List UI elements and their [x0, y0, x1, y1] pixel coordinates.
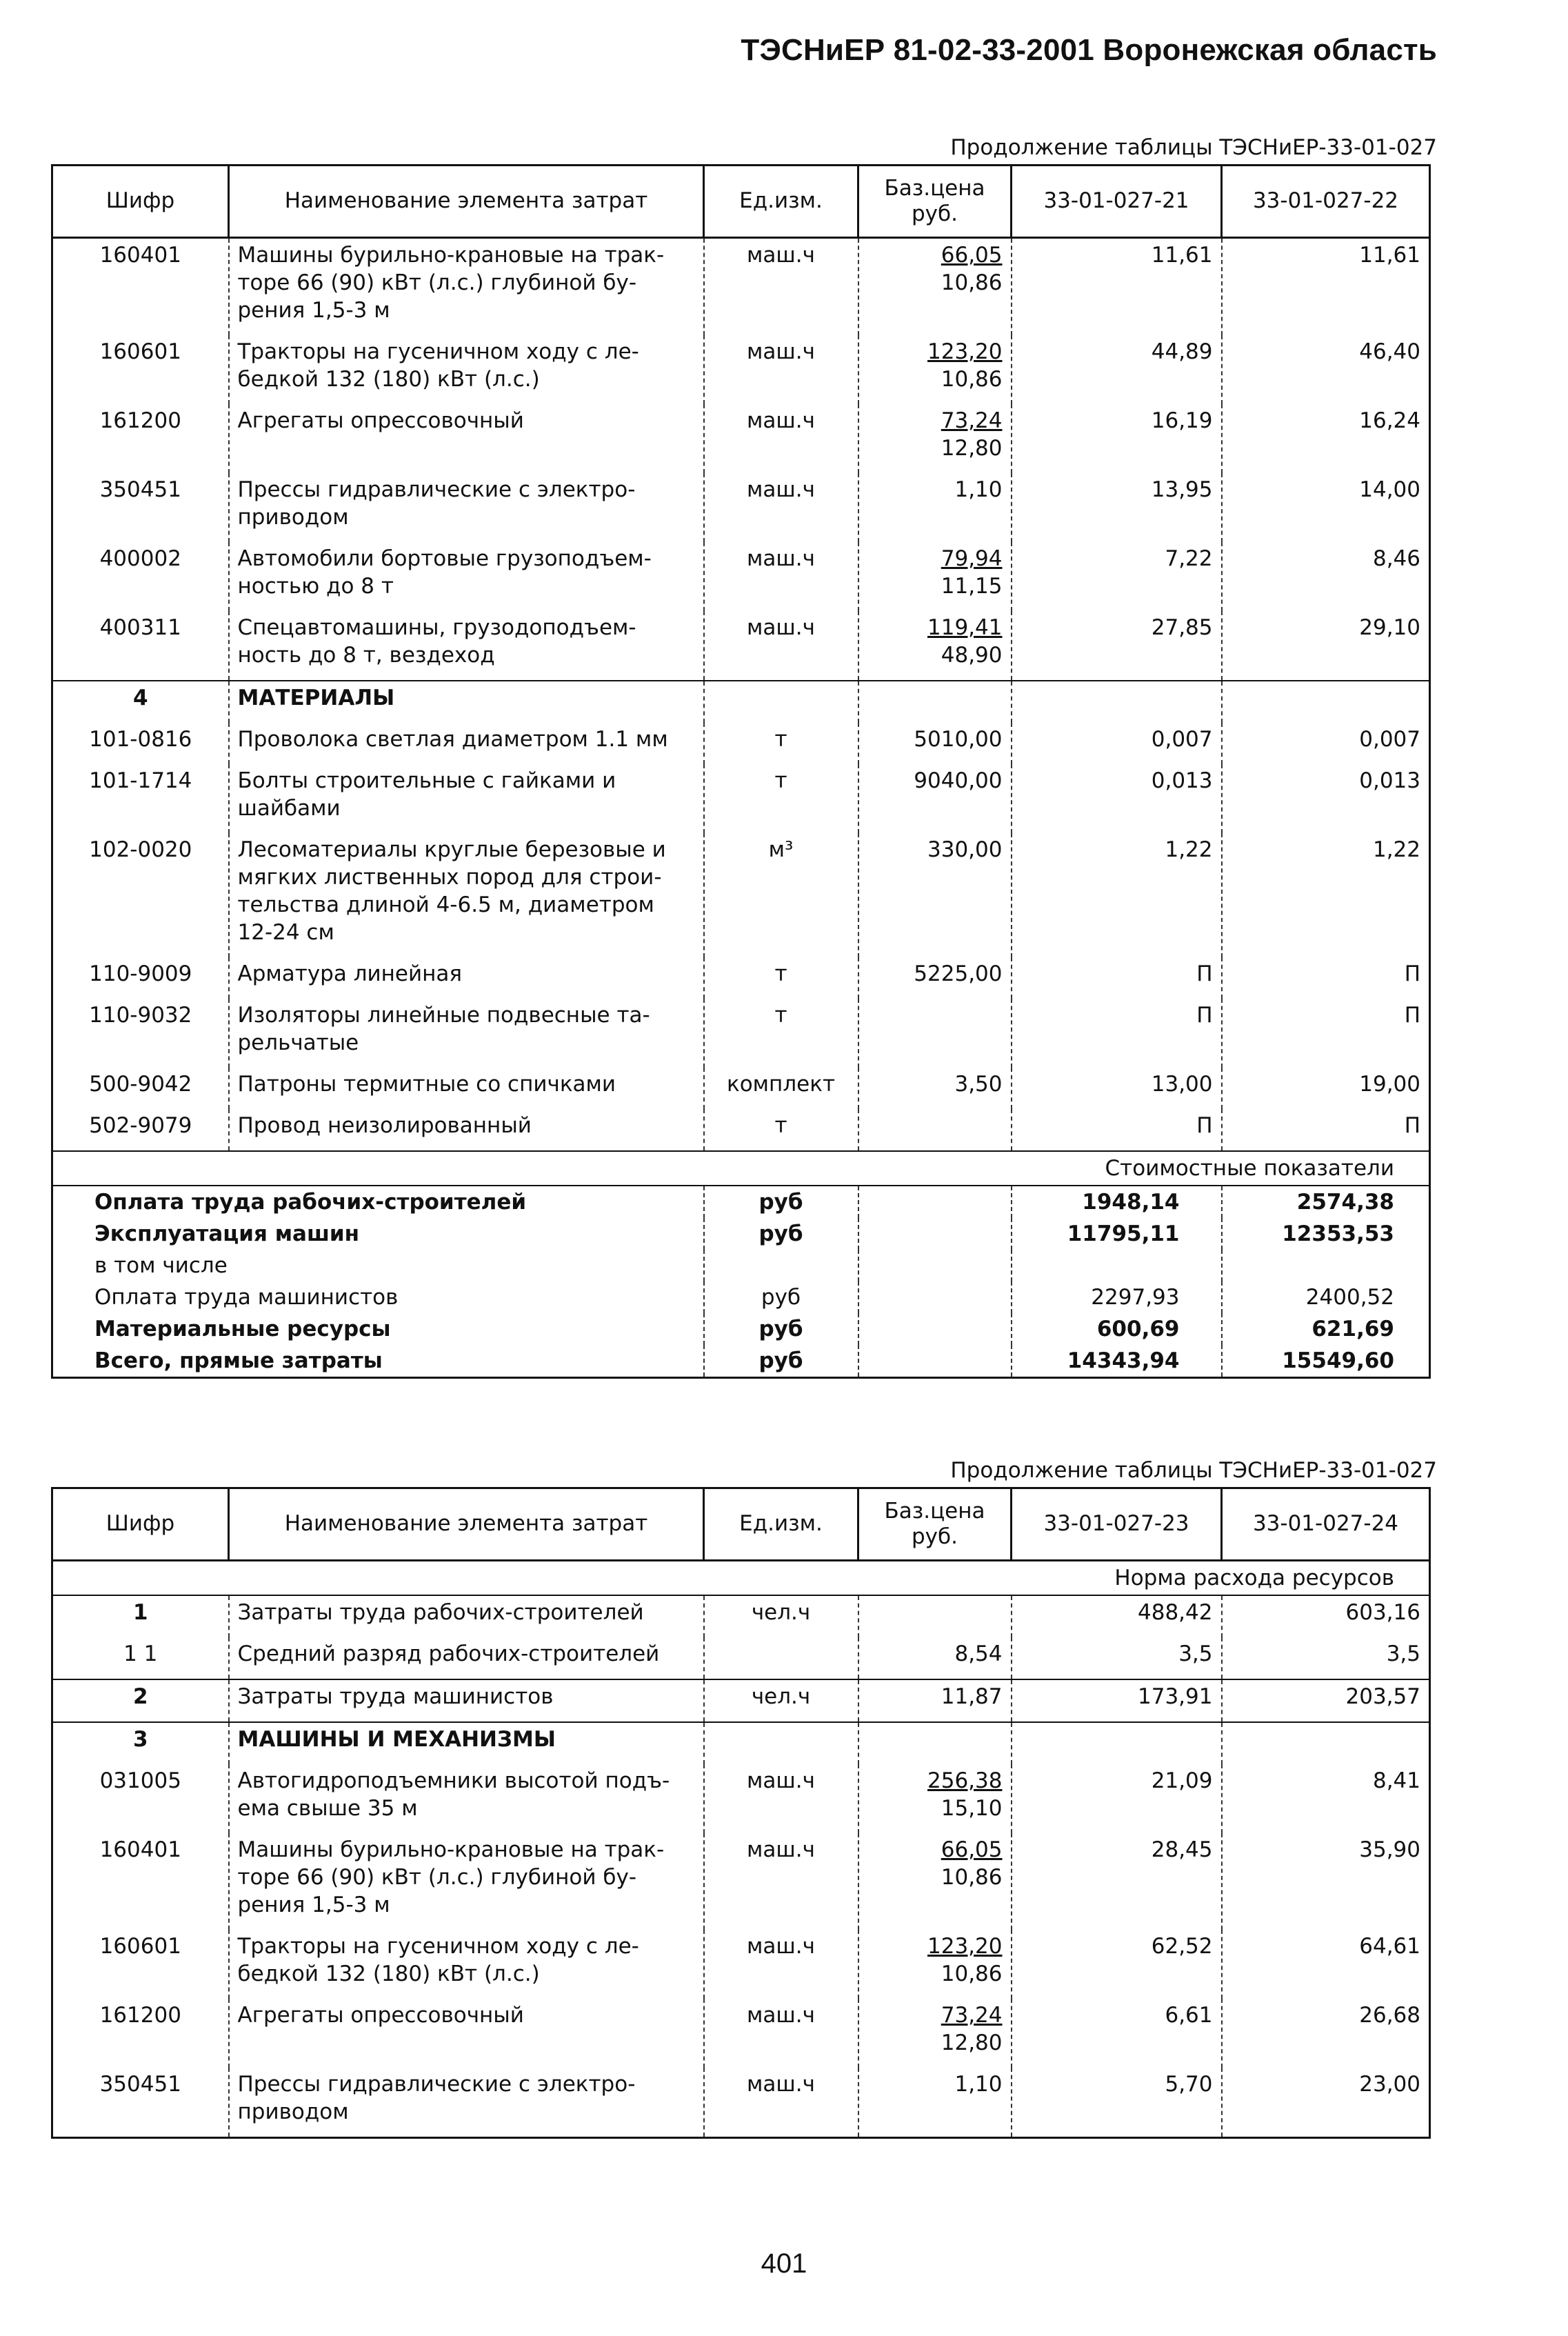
- value-cell-2: 19,00: [1222, 1068, 1430, 1109]
- table-row: [52, 611, 1430, 681]
- resource-code: 031005: [52, 1764, 229, 1833]
- price-cell: [858, 833, 1012, 957]
- table-row: [52, 473, 1430, 542]
- total-label: Оплата труда рабочих-строителей: [52, 1186, 704, 1218]
- table-row: [52, 2068, 1430, 2138]
- unit-cell: т: [704, 723, 858, 764]
- unit-cell: маш.ч: [704, 473, 858, 542]
- table-row: [52, 1930, 1430, 1999]
- value-cell-1: 21,09: [1012, 1764, 1222, 1833]
- section-number: 4: [52, 681, 229, 723]
- value-cell-2: 8,41: [1222, 1764, 1430, 1833]
- operator-wage-price: 10,86: [941, 367, 1003, 392]
- operator-wage-price: 10,86: [941, 1865, 1003, 1890]
- table-row: [52, 404, 1430, 473]
- unit-cell: маш.ч: [704, 238, 858, 336]
- resource-code: 160601: [52, 335, 229, 404]
- price-cell: [858, 1930, 1012, 1999]
- price-cell: [858, 1068, 1012, 1109]
- value-cell-1: 3,5: [1012, 1637, 1222, 1679]
- total-unit: руб: [704, 1313, 858, 1345]
- empty-cell: [858, 1250, 1012, 1281]
- total-unit: руб: [704, 1345, 858, 1378]
- base-price: 73,24: [941, 408, 1003, 433]
- price-cell: [858, 957, 1012, 999]
- total-value-2: 15549,60: [1222, 1345, 1430, 1378]
- col-header-unit: Ед.изм.: [704, 1488, 858, 1561]
- total-row: [52, 1250, 1430, 1281]
- resource-code: 110-9032: [52, 999, 229, 1068]
- unit-cell: т: [704, 1109, 858, 1151]
- value-cell-2: 64,61: [1222, 1930, 1430, 1999]
- value-cell-1: 0,013: [1012, 764, 1222, 833]
- base-price: 11,87: [941, 1684, 1003, 1709]
- value-cell-1: 1,22: [1012, 833, 1222, 957]
- section-title: МАШИНЫ И МЕХАНИЗМЫ: [229, 1722, 704, 1764]
- resource-name: Агрегаты опрессовочный: [229, 404, 704, 473]
- col-header-price: Баз.цена руб.: [858, 1488, 1012, 1561]
- value-cell-1: 6,61: [1012, 1999, 1222, 2068]
- table-row: [52, 957, 1430, 999]
- page-header: ТЭСНиЕР 81-02-33-2001 Воронежская область: [741, 33, 1437, 67]
- empty-cell: [858, 1345, 1012, 1378]
- table2: [51, 1487, 1431, 2139]
- empty-cell: [1012, 681, 1222, 723]
- resource-code: 101-1714: [52, 764, 229, 833]
- resource-code: 160401: [52, 1833, 229, 1930]
- total-label: Оплата труда машинистов: [52, 1281, 704, 1313]
- total-value-2: 621,69: [1222, 1313, 1430, 1345]
- resource-code: 2: [52, 1679, 229, 1722]
- resource-code: 101-0816: [52, 723, 229, 764]
- total-value-2: 12353,53: [1222, 1218, 1430, 1250]
- value-cell-1: 11,61: [1012, 238, 1222, 336]
- price-cell: [858, 473, 1012, 542]
- value-cell-1: 0,007: [1012, 723, 1222, 764]
- table-row: [52, 1764, 1430, 1833]
- col-header-code: Шифр: [52, 166, 229, 238]
- base-price: 123,20: [927, 1934, 1003, 1959]
- table-row: [52, 764, 1430, 833]
- price-cell: [858, 1595, 1012, 1637]
- empty-cell: [858, 1313, 1012, 1345]
- total-row: [52, 1186, 1430, 1218]
- value-cell-2: П: [1222, 999, 1430, 1068]
- value-cell-2: 0,007: [1222, 723, 1430, 764]
- value-cell-1: 488,42: [1012, 1595, 1222, 1637]
- value-cell-2: 0,013: [1222, 764, 1430, 833]
- unit-cell: маш.ч: [704, 404, 858, 473]
- resource-code: 160401: [52, 238, 229, 336]
- value-cell-1: 27,85: [1012, 611, 1222, 681]
- total-label: Эксплуатация машин: [52, 1218, 704, 1250]
- price-cell: [858, 764, 1012, 833]
- table2-caption: Продолжение таблицы ТЭСНиЕР-33-01-027: [950, 1458, 1437, 1483]
- resource-code: 160601: [52, 1930, 229, 1999]
- table-row: [52, 542, 1430, 611]
- value-cell-2: 11,61: [1222, 238, 1430, 336]
- total-value-1: 1948,14: [1012, 1186, 1222, 1218]
- operator-wage-price: 10,86: [941, 270, 1003, 295]
- resource-name: Арматура линейная: [229, 957, 704, 999]
- resource-code: 110-9009: [52, 957, 229, 999]
- empty-cell: [1012, 1722, 1222, 1764]
- empty-cell: [1222, 1722, 1430, 1764]
- value-cell-2: 1,22: [1222, 833, 1430, 957]
- value-cell-2: 8,46: [1222, 542, 1430, 611]
- value-cell-2: 23,00: [1222, 2068, 1430, 2138]
- table-row: [52, 1637, 1430, 1679]
- unit-cell: т: [704, 999, 858, 1068]
- value-cell-2: 35,90: [1222, 1833, 1430, 1930]
- total-value-2: 2400,52: [1222, 1281, 1430, 1313]
- resource-code: 1: [52, 1595, 229, 1637]
- resource-code: 102-0020: [52, 833, 229, 957]
- resource-name: Затраты труда машинистов: [229, 1679, 704, 1722]
- value-cell-1: 7,22: [1012, 542, 1222, 611]
- base-price: 66,05: [941, 1837, 1003, 1862]
- resource-name: Автогидроподъемники высотой подъ-ема свыше 35 м: [229, 1764, 704, 1833]
- empty-cell: [858, 1186, 1012, 1218]
- price-cell: [858, 611, 1012, 681]
- col-header-v2: 33-01-027-24: [1222, 1488, 1430, 1561]
- table-row: [52, 999, 1430, 1068]
- total-unit: руб: [704, 1186, 858, 1218]
- resource-name: Спецавтомашины, грузодоподъем-ность до 8 т, вездеход: [229, 611, 704, 681]
- price-cell: [858, 1679, 1012, 1722]
- total-value-2: 2574,38: [1222, 1186, 1430, 1218]
- operator-wage-price: 15,10: [941, 1796, 1003, 1821]
- price-cell: [858, 1109, 1012, 1151]
- value-cell-2: 3,5: [1222, 1637, 1430, 1679]
- resource-code: 161200: [52, 404, 229, 473]
- value-cell-2: П: [1222, 1109, 1430, 1151]
- value-cell-1: 16,19: [1012, 404, 1222, 473]
- col-header-unit: Ед.изм.: [704, 166, 858, 238]
- price-cell: [858, 1999, 1012, 2068]
- col-header-name: Наименование элемента затрат: [229, 1488, 704, 1561]
- table-row: [52, 723, 1430, 764]
- resource-code: 161200: [52, 1999, 229, 2068]
- empty-cell: [858, 681, 1012, 723]
- price-cell: [858, 2068, 1012, 2138]
- price-cell: [858, 1764, 1012, 1833]
- resource-code: 350451: [52, 2068, 229, 2138]
- table1-header-row: [52, 166, 1430, 238]
- unit-cell: т: [704, 957, 858, 999]
- price-cell: [858, 542, 1012, 611]
- value-cell-1: 173,91: [1012, 1679, 1222, 1722]
- col-header-v1: 33-01-027-23: [1012, 1488, 1222, 1561]
- unit-cell: м³: [704, 833, 858, 957]
- empty-cell: [858, 1281, 1012, 1313]
- base-price: 8,54: [954, 1641, 1003, 1666]
- resource-norm-band-row: [52, 1561, 1430, 1596]
- base-price: 123,20: [927, 339, 1003, 364]
- col-header-name: Наименование элемента затрат: [229, 166, 704, 238]
- base-price: 119,41: [927, 615, 1003, 640]
- resource-code: 350451: [52, 473, 229, 542]
- unit-cell: маш.ч: [704, 1833, 858, 1930]
- total-label: Всего, прямые затраты: [52, 1345, 704, 1378]
- table2-header-row: [52, 1488, 1430, 1561]
- base-price: 73,24: [941, 2003, 1003, 2028]
- base-price: 9040,00: [914, 768, 1003, 793]
- table-row: [52, 1109, 1430, 1151]
- base-price: 5010,00: [914, 727, 1003, 752]
- resource-name: Автомобили бортовые грузоподъем-ностью до 8 т: [229, 542, 704, 611]
- unit-cell: чел.ч: [704, 1679, 858, 1722]
- resource-code: 500-9042: [52, 1068, 229, 1109]
- value-cell-2: 29,10: [1222, 611, 1430, 681]
- empty-cell: [704, 1722, 858, 1764]
- base-price: 3,50: [954, 1072, 1003, 1097]
- col-header-code: Шифр: [52, 1488, 229, 1561]
- resource-code: 400311: [52, 611, 229, 681]
- base-price: 1,10: [954, 477, 1003, 502]
- base-price: 5225,00: [914, 961, 1003, 986]
- resource-name: Средний разряд рабочих-строителей: [229, 1637, 704, 1679]
- table-row: [52, 1833, 1430, 1930]
- total-unit: руб: [704, 1281, 858, 1313]
- total-label: в том числе: [52, 1250, 704, 1281]
- value-cell-1: 62,52: [1012, 1930, 1222, 1999]
- resource-name: Лесоматериалы круглые березовые и мягких лиственных пород для строи-тельства длиной 4-6.5 м, диаметром 12-24 см: [229, 833, 704, 957]
- unit-cell: маш.ч: [704, 1930, 858, 1999]
- base-price: 1,10: [954, 2072, 1003, 2097]
- empty-cell: [858, 1722, 1012, 1764]
- value-cell-2: 203,57: [1222, 1679, 1430, 1722]
- table1: [51, 164, 1431, 1379]
- value-cell-1: 13,95: [1012, 473, 1222, 542]
- table-row: [52, 1999, 1430, 2068]
- total-value-2: [1222, 1250, 1430, 1281]
- price-cell: [858, 723, 1012, 764]
- resource-name: Проволока светлая диаметром 1.1 мм: [229, 723, 704, 764]
- operator-wage-price: 12,80: [941, 436, 1003, 461]
- value-cell-2: 26,68: [1222, 1999, 1430, 2068]
- value-cell-1: П: [1012, 999, 1222, 1068]
- cost-indicators-band-row: [52, 1151, 1430, 1186]
- base-price: 66,05: [941, 243, 1003, 268]
- empty-cell: [1222, 681, 1430, 723]
- section-row: [52, 1722, 1430, 1764]
- resource-name: Затраты труда рабочих-строителей: [229, 1595, 704, 1637]
- total-value-1: 2297,93: [1012, 1281, 1222, 1313]
- total-label: Материальные ресурсы: [52, 1313, 704, 1345]
- value-cell-1: П: [1012, 1109, 1222, 1151]
- resource-name: Прессы гидравлические с электро-приводом: [229, 473, 704, 542]
- unit-cell: [704, 1637, 858, 1679]
- operator-wage-price: 48,90: [941, 643, 1003, 668]
- value-cell-1: 5,70: [1012, 2068, 1222, 2138]
- cost-indicators-band: Стоимостные показатели: [52, 1151, 1430, 1186]
- empty-cell: [858, 1218, 1012, 1250]
- total-value-1: [1012, 1250, 1222, 1281]
- unit-cell: маш.ч: [704, 1764, 858, 1833]
- unit-cell: т: [704, 764, 858, 833]
- base-price: 79,94: [941, 546, 1003, 571]
- empty-cell: [704, 681, 858, 723]
- total-row: [52, 1345, 1430, 1378]
- unit-cell: маш.ч: [704, 2068, 858, 2138]
- table-row: [52, 335, 1430, 404]
- table-row: [52, 1595, 1430, 1637]
- unit-cell: маш.ч: [704, 542, 858, 611]
- table-row: [52, 238, 1430, 336]
- col-header-price: Баз.цена руб.: [858, 166, 1012, 238]
- operator-wage-price: 10,86: [941, 1961, 1003, 1986]
- col-header-v1: 33-01-027-21: [1012, 166, 1222, 238]
- total-unit: руб: [704, 1218, 858, 1250]
- resource-name: Изоляторы линейные подвесные та-рельчатые: [229, 999, 704, 1068]
- table-row: [52, 1679, 1430, 1722]
- section-row: [52, 681, 1430, 723]
- resource-name: Агрегаты опрессовочный: [229, 1999, 704, 2068]
- unit-cell: комплект: [704, 1068, 858, 1109]
- total-unit: [704, 1250, 858, 1281]
- unit-cell: маш.ч: [704, 335, 858, 404]
- total-value-1: 14343,94: [1012, 1345, 1222, 1378]
- base-price: 330,00: [927, 837, 1003, 862]
- total-row: [52, 1218, 1430, 1250]
- table1-caption: Продолжение таблицы ТЭСНиЕР-33-01-027: [950, 135, 1437, 160]
- value-cell-2: 16,24: [1222, 404, 1430, 473]
- resource-name: Тракторы на гусеничном ходу с ле-бедкой 132 (180) кВт (л.с.): [229, 335, 704, 404]
- page-number: 401: [761, 2248, 807, 2279]
- col-header-v2: 33-01-027-22: [1222, 166, 1430, 238]
- price-cell: [858, 238, 1012, 336]
- resource-name: Тракторы на гусеничном ходу с ле-бедкой 132 (180) кВт (л.с.): [229, 1930, 704, 1999]
- value-cell-2: 46,40: [1222, 335, 1430, 404]
- resource-name: Патроны термитные со спичками: [229, 1068, 704, 1109]
- unit-cell: маш.ч: [704, 1999, 858, 2068]
- unit-cell: маш.ч: [704, 611, 858, 681]
- resource-code: 1 1: [52, 1637, 229, 1679]
- operator-wage-price: 12,80: [941, 2030, 1003, 2055]
- table-row: [52, 1068, 1430, 1109]
- value-cell-1: 28,45: [1012, 1833, 1222, 1930]
- total-row: [52, 1313, 1430, 1345]
- section-number: 3: [52, 1722, 229, 1764]
- price-cell: [858, 1833, 1012, 1930]
- resource-code: 502-9079: [52, 1109, 229, 1151]
- price-cell: [858, 999, 1012, 1068]
- value-cell-2: П: [1222, 957, 1430, 999]
- base-price: 256,38: [927, 1768, 1003, 1793]
- value-cell-2: 14,00: [1222, 473, 1430, 542]
- total-row: [52, 1281, 1430, 1313]
- operator-wage-price: 11,15: [941, 574, 1003, 599]
- resource-name: Машины бурильно-крановые на трак-торе 66 (90) кВт (л.с.) глубиной бу-рения 1,5-3 м: [229, 238, 704, 336]
- resource-code: 400002: [52, 542, 229, 611]
- price-cell: [858, 404, 1012, 473]
- unit-cell: чел.ч: [704, 1595, 858, 1637]
- value-cell-1: 13,00: [1012, 1068, 1222, 1109]
- table-row: [52, 833, 1430, 957]
- section-title: МАТЕРИАЛЫ: [229, 681, 704, 723]
- resource-norm-band: Норма расхода ресурсов: [52, 1561, 1430, 1596]
- value-cell-1: П: [1012, 957, 1222, 999]
- value-cell-2: 603,16: [1222, 1595, 1430, 1637]
- price-cell: [858, 335, 1012, 404]
- resource-name: Провод неизолированный: [229, 1109, 704, 1151]
- price-cell: [858, 1637, 1012, 1679]
- resource-name: Машины бурильно-крановые на трак-торе 66 (90) кВт (л.с.) глубиной бу-рения 1,5-3 м: [229, 1833, 704, 1930]
- value-cell-1: 44,89: [1012, 335, 1222, 404]
- resource-name: Прессы гидравлические с электро-приводом: [229, 2068, 704, 2138]
- resource-name: Болты строительные с гайками и шайбами: [229, 764, 704, 833]
- total-value-1: 600,69: [1012, 1313, 1222, 1345]
- total-value-1: 11795,11: [1012, 1218, 1222, 1250]
